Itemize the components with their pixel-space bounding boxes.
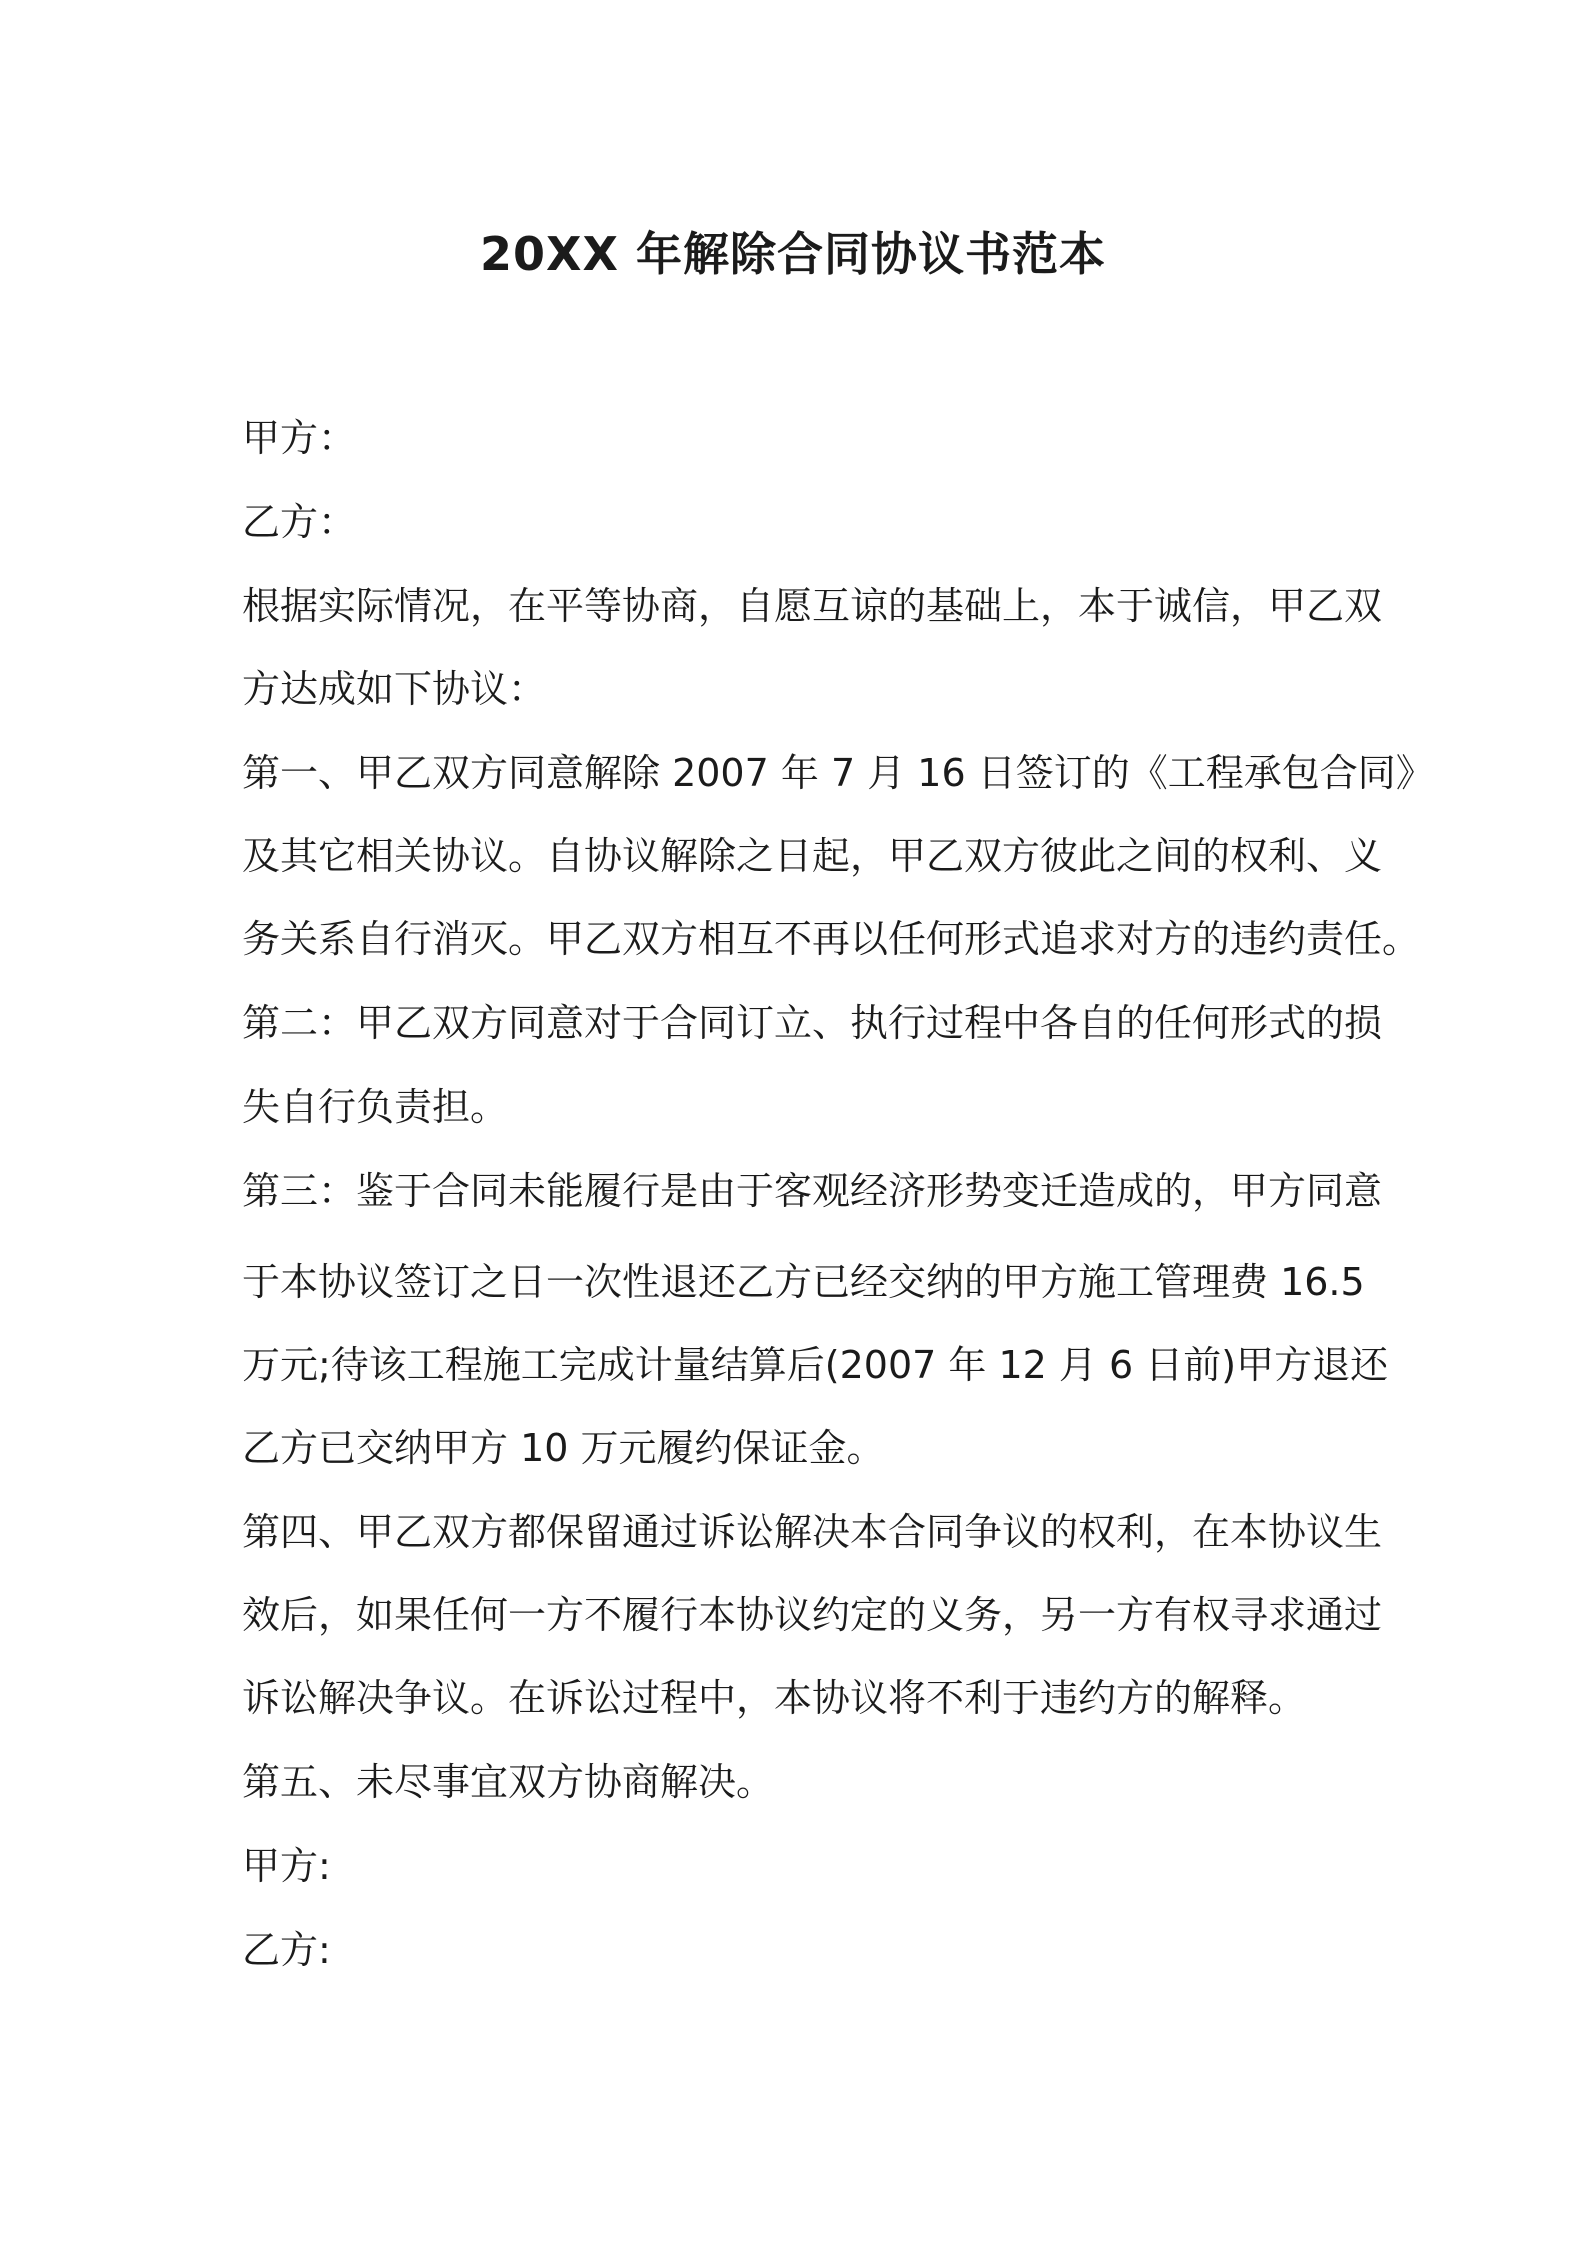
party-a-line: 甲方：: [242, 416, 357, 460]
clause-1-line-3: 务关系自行消灭。甲乙双方相互不再以任何形式追求对方的违约责任。: [242, 917, 1421, 961]
clause-2-line-2: 失自行负责担。: [242, 1085, 509, 1129]
clause-5-line: 第五、未尽事宜双方协商解决。: [242, 1760, 775, 1804]
party-b-line: 乙方：: [242, 500, 357, 544]
clause-4-line-3: 诉讼解决争议。在诉讼过程中，本协议将不利于违约方的解释。: [242, 1676, 1307, 1720]
clause-3-line-3: 万元;待该工程施工完成计量结算后(2007 年 12 月 6 日前)甲方退还: [242, 1343, 1389, 1387]
clause-3-line-4: 乙方已交纳甲方 10 万元履约保证金。: [242, 1426, 885, 1470]
signature-party-a: 甲方:: [242, 1844, 331, 1888]
clause-3-line-2: 于本协议签订之日一次性退还乙方已经交纳的甲方施工管理费 16.5: [242, 1260, 1365, 1304]
signature-party-b: 乙方:: [242, 1928, 331, 1972]
clause-4-line-2: 效后，如果任何一方不履行本协议约定的义务，另一方有权寻求通过: [242, 1593, 1383, 1637]
clause-4-line-1: 第四、甲乙双方都保留通过诉讼解决本合同争议的权利，在本协议生: [242, 1510, 1383, 1554]
preamble-line-2: 方达成如下协议：: [242, 667, 547, 711]
clause-1-line-2: 及其它相关协议。自协议解除之日起，甲乙双方彼此之间的权利、义: [242, 834, 1383, 878]
clause-3-line-1: 第三：鉴于合同未能履行是由于客观经济形势变迁造成的，甲方同意: [242, 1169, 1383, 1213]
clause-2-line-1: 第二：甲乙双方同意对于合同订立、执行过程中各自的任何形式的损: [242, 1001, 1383, 1045]
clause-1-line-1: 第一、甲乙双方同意解除 2007 年 7 月 16 日签订的《工程承包合同》: [242, 751, 1434, 795]
preamble-line-1: 根据实际情况，在平等协商，自愿互谅的基础上，本于诚信，甲乙双: [242, 584, 1383, 628]
document-title: 20XX 年解除合同协议书范本: [480, 227, 1106, 281]
